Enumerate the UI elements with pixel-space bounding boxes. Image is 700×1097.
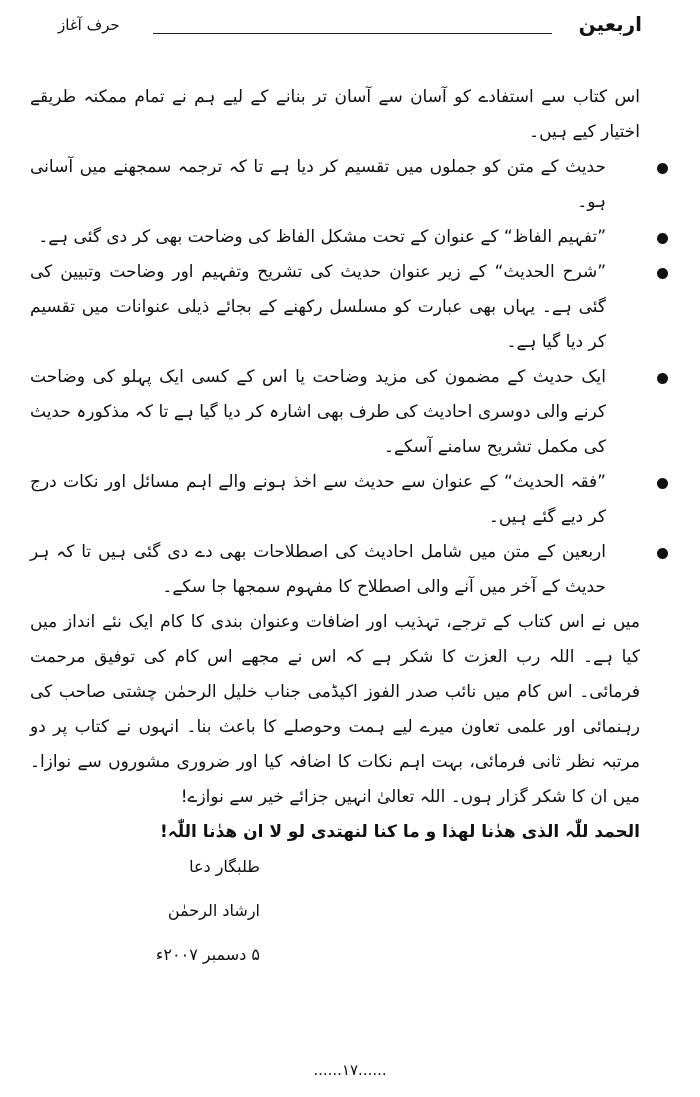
list-item: [30, 535, 640, 605]
closing-paragraph: میں نے اس کتاب کے ترجے، تہذیب اور اضافات وعنوان بندی کا کام ایک نئے انداز میں کیا ہے۔ اللہ رب العزت کا شکر ہے کہ اس نے مجھے اس کام کی توفیق مرحمت فرمائی۔ اس کام میں نائب صدر الفوز اکیڈمی جناب خلیل الرحمٰن چشتی صاحب کی رہنمائی اور علمی تعاون میرے لیے ہمت وحوصلے کا باعث بنا۔ انہوں نے کتاب پر دو مرتبہ نظر ثانی فرمائی، بہت اہم نکات کا اضافہ کیا اور ضروری مشوروں سے نوازا۔ میں ان کا شکر گزار ہوں۔ اللہ تعالیٰ انہیں جزائے خیر سے نوازے!: [30, 612, 640, 807]
list-item-text: ”تفہیم الفاظ“ کے عنوان کے تحت مشکل الفاظ کی وضاحت بھی کر دی گئی ہے۔: [38, 227, 606, 247]
page-header: [28, 8, 672, 48]
list-item-text: ”شرح الحدیث“ کے زیر عنوان حدیث کی تشریح وتفہیم اور وضاحت وتبیین کی گئی ہے۔ یہاں بھی عبارت کو مسلسل رکھنے کے بجائے ذیلی عنوانات میں تقسیم کر دیا گیا ہے۔: [30, 262, 606, 352]
book-title: اربعین: [578, 12, 642, 36]
bullet-icon: [657, 163, 668, 174]
signature-request: طلبگار دعا: [189, 857, 260, 876]
page-number: ......۱۷......: [313, 1061, 387, 1079]
dua-line: الحمد للّٰہ الذی ھدٰنا لھذا و ما کنا لنھتدی لو لا ان ھدٰنا اللّٰہ!: [160, 822, 640, 842]
chapter-title: حرف آغاز: [58, 16, 120, 34]
signature-block: [110, 845, 260, 977]
list-item: [30, 255, 640, 360]
list-item: [30, 220, 640, 255]
list-item: [30, 360, 640, 465]
intro-paragraph: اس کتاب سے استفادے کو آسان سے آسان تر بنانے کے لیے ہم نے تمام ممکنہ طریقے اختیار کیے ہیں۔: [30, 87, 640, 142]
list-item: [30, 150, 640, 220]
bullet-icon: [657, 233, 668, 244]
signature-date: ۵ دسمبر ۲۰۰۷ء: [155, 945, 260, 964]
bullet-icon: [657, 548, 668, 559]
list-item: [30, 465, 640, 535]
header-rule: [153, 33, 552, 34]
list-item-text: ایک حدیث کے مضمون کی مزید وضاحت یا اس کے کسی ایک پہلو کی وضاحت کرنے والی دوسری احادیث کی طرف بھی اشارہ کر دیا گیا ہے تا کہ مذکورہ حدیث کی مکمل تشریح سامنے آسکے۔: [30, 367, 606, 457]
list-item-text: اربعین کے متن میں شامل احادیث کی اصطلاحات بھی دے دی گئی ہیں تا کہ ہر حدیث کے آخر میں آنے والی اصطلاح کا مفہوم سمجھا جا سکے۔: [30, 542, 606, 597]
list-item-text: ”فقہ الحدیث“ کے عنوان سے حدیث سے اخذ ہونے والے اہم مسائل اور نکات درج کر دیے گئے ہیں۔: [30, 472, 606, 527]
bullet-icon: [657, 478, 668, 489]
bullet-icon: [657, 373, 668, 384]
bullet-icon: [657, 268, 668, 279]
body-text: [30, 80, 640, 850]
author-name: ارشاد الرحمٰن: [167, 901, 260, 920]
list-item-text: حدیث کے متن کو جملوں میں تقسیم کر دیا ہے تا کہ ترجمہ سمجھنے میں آسانی ہو۔: [30, 157, 606, 212]
feature-list: [30, 150, 640, 605]
